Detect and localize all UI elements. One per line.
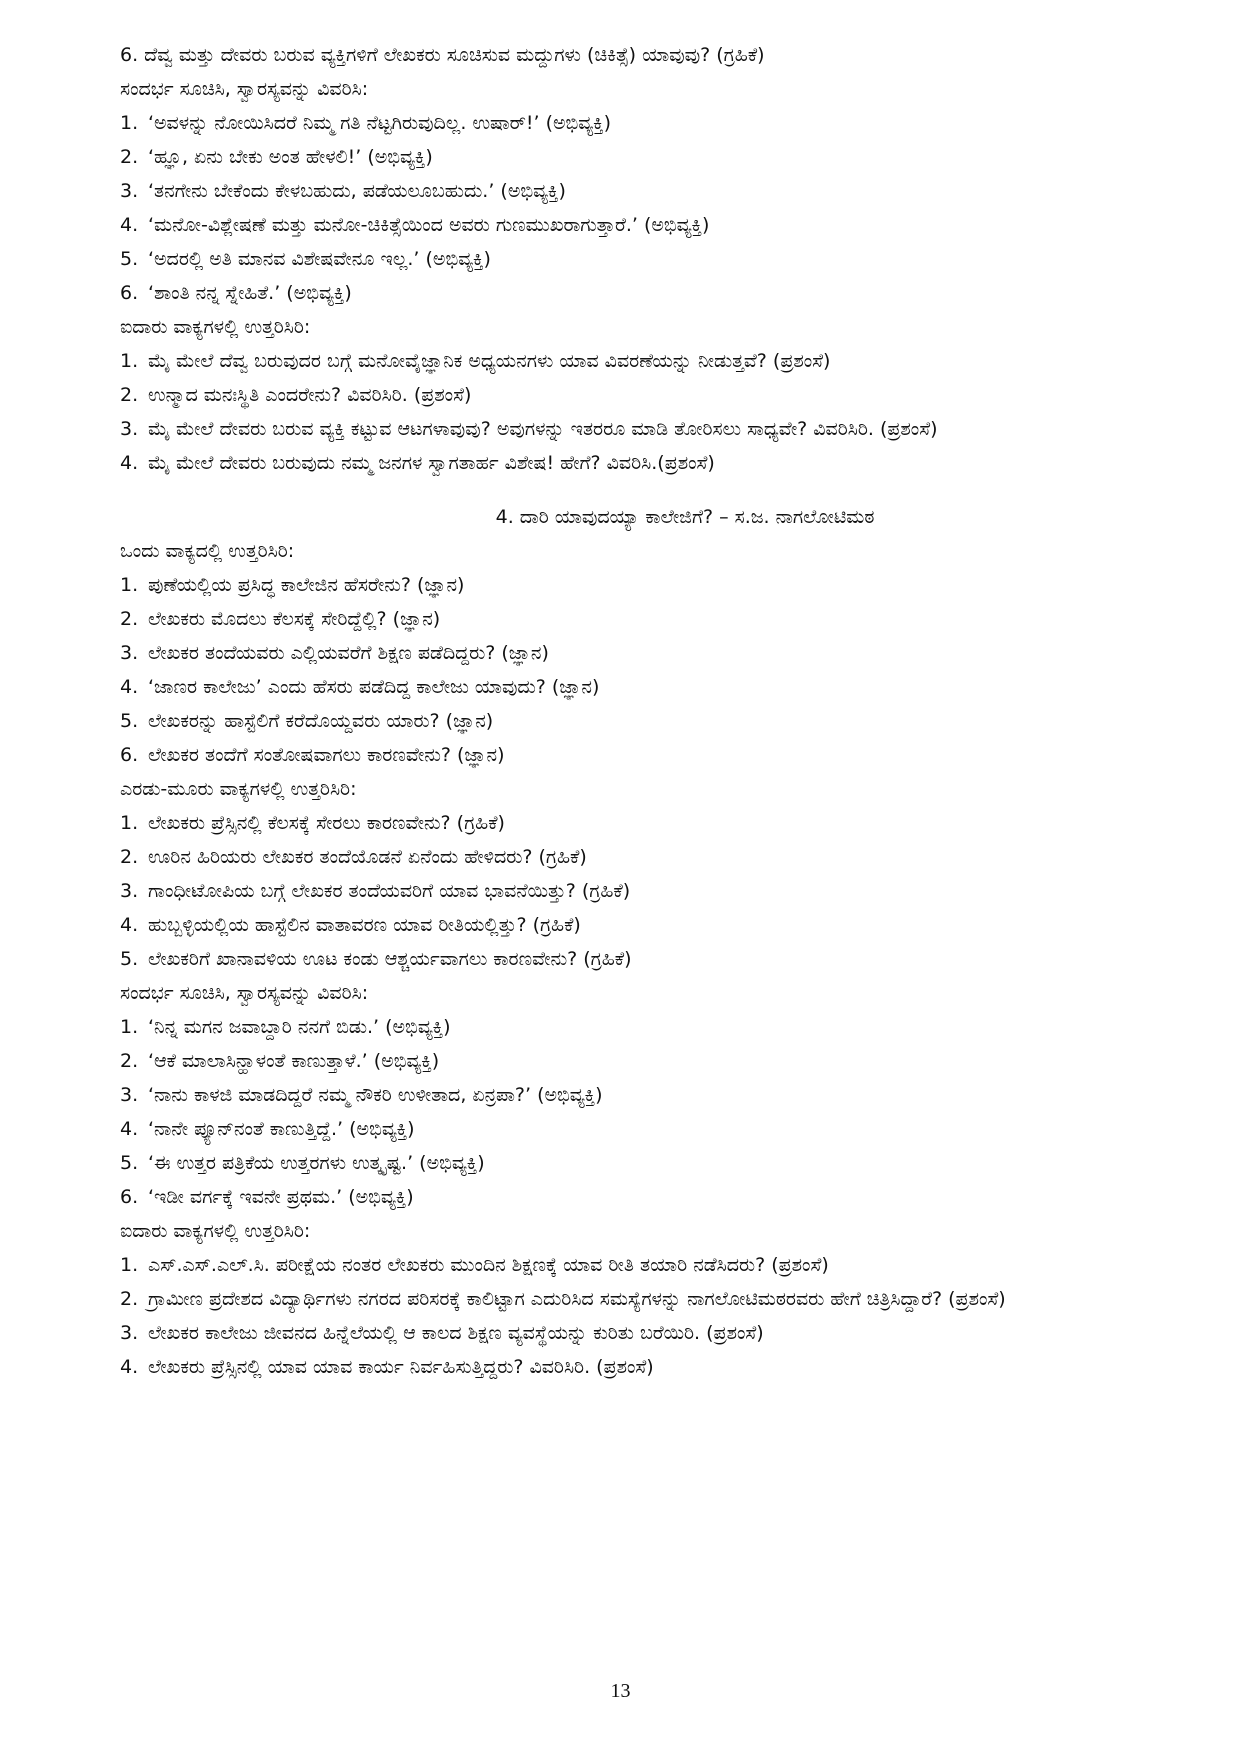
item-number: 1. [120,1254,139,1276]
list-item [120,1146,1130,1180]
top-question: 6. ದೆವ್ವ ಮತ್ತು ದೇವರು ಬರುವ ವ್ಯಕ್ತಿಗಳಿಗೆ ಲೇಖಕರು ಸೂಚಿಸುವ ಮದ್ದುಗಳು (ಚಿಕಿತ್ಸೆ) ಯಾವುವು? (ಗ್ರಹಿಕೆ) [120,44,765,66]
list-item [120,276,1130,310]
item-number: 4. [120,914,139,936]
item-text: ಲೇಖಕರ ತಂದೆಯವರು ಎಲ್ಲಿಯವರೆಗೆ ಶಿಕ್ಷಣ ಪಡೆದಿದ್ದರು? (ಜ್ಞಾನ) [148,642,549,664]
list-item [120,568,1130,602]
list-item [120,636,1130,670]
block-heading: ಐದಾರು ವಾಕ್ಯಗಳಲ್ಲಿ ಉತ್ತರಿಸಿರಿ: [120,1220,311,1242]
list-item [120,1316,1130,1350]
item-number: 5. [120,948,139,970]
list-item [120,1180,1130,1214]
item-number: 6. [120,282,139,304]
block-context-2 [120,976,1130,1214]
list-item [120,1112,1130,1146]
list-item [120,1078,1130,1112]
item-text: ‘ಅದರಲ್ಲಿ ಅತಿ ಮಾನವ ವಿಶೇಷವೇನೂ ಇಲ್ಲ.’ (ಅಭಿವ್ಯಕ್ತಿ) [148,248,491,270]
item-number: 1. [120,112,139,134]
item-text: ಲೇಖಕರು ಪ್ರೆಸ್ಸಿನಲ್ಲಿ ಯಾವ ಯಾವ ಕಾರ್ಯ ನಿರ್ವಹಿಸುತ್ತಿದ್ದರು? ವಿವರಿಸಿರಿ. (ಪ್ರಶಂಸೆ) [148,1356,654,1378]
list-item [120,1044,1130,1078]
item-text: ‘ಮನೋ-ವಿಶ್ಲೇಷಣೆ ಮತ್ತು ಮನೋ-ಚಿಕಿತ್ಸೆಯಿಂದ ಅವರು ಗುಣಮುಖರಾಗುತ್ತಾರೆ.’ (ಅಭಿವ್ಯಕ್ತಿ) [148,214,710,236]
list-item [120,106,1130,140]
item-text: ‘ಇಡೀ ವರ್ಗಕ್ಕೆ ಇವನೇ ಪ್ರಥಮ.’ (ಅಭಿವ್ಯಕ್ತಿ) [148,1186,414,1208]
item-text: ಲೇಖಕರಿಗೆ ಖಾನಾವಳಿಯ ಊಟ ಕಂಡು ಆಶ್ಚರ್ಯವಾಗಲು ಕಾರಣವೇನು? (ಗ್ರಹಿಕೆ) [148,948,632,970]
list-item [120,1248,1130,1282]
block-heading: ಒಂದು ವಾಕ್ಯದಲ್ಲಿ ಉತ್ತರಿಸಿರಿ: [120,540,295,562]
page-number: 13 [610,1680,631,1702]
item-number: 1. [120,350,139,372]
item-number: 4. [120,676,139,698]
section-title: 4. ದಾರಿ ಯಾವುದಯ್ಯಾ ಕಾಲೇಜಿಗೆ? – ಸ.ಜ. ನಾಗಲೋಟಿಮಠ [495,506,875,528]
item-text: ಊರಿನ ಹಿರಿಯರು ಲೇಖಕರ ತಂದೆಯೊಡನೆ ಏನೆಂದು ಹೇಳಿದರು? (ಗ್ರಹಿಕೆ) [148,846,587,868]
item-number: 2. [120,384,139,406]
block-one-sentence [120,534,1130,772]
item-text: ‘ಆಕೆ ಮಾಲಾಸಿನ್ಹಾಳಂತೆ ಕಾಣುತ್ತಾಳೆ.’ (ಅಭಿವ್ಯಕ್ತಿ) [148,1050,440,1072]
item-text: ‘ನಾನು ಕಾಳಜಿ ಮಾಡದಿದ್ದರೆ ನಮ್ಮ ನೌಕರಿ ಉಳೀತಾದ, ಏನ್ರಪಾ?’ (ಅಭಿವ್ಯಕ್ತಿ) [148,1084,603,1106]
list-item [120,1350,1130,1384]
item-text: ಎಸ್.ಎಸ್.ಎಲ್.ಸಿ. ಪರೀಕ್ಷೆಯ ನಂತರ ಲೇಖಕರು ಮುಂದಿನ ಶಿಕ್ಷಣಕ್ಕೆ ಯಾವ ರೀತಿ ತಯಾರಿ ನಡೆಸಿದರು? (ಪ್ರಶಂಸೆ) [148,1254,829,1276]
item-number: 4. [120,214,139,236]
item-number: 1. [120,574,139,596]
item-number: 3. [120,1322,139,1344]
item-number: 3. [120,180,139,202]
item-number: 3. [120,880,139,902]
item-number: 4. [120,1356,139,1378]
item-number: 2. [120,1288,139,1310]
item-number: 2. [120,608,139,630]
block-context-1 [120,72,1130,310]
block-heading: ಐದಾರು ವಾಕ್ಯಗಳಲ್ಲಿ ಉತ್ತರಿಸಿರಿ: [120,316,311,338]
item-text: ‘ತನಗೇನು ಬೇಕೆಂದು ಕೇಳಬಹುದು, ಪಡೆಯಲೂಬಹುದು.’ (ಅಭಿವ್ಯಕ್ತಿ) [148,180,566,202]
list-item [120,378,1130,412]
item-number: 5. [120,248,139,270]
list-item [120,174,1130,208]
list-item [120,704,1130,738]
item-number: 3. [120,1084,139,1106]
item-number: 6. [120,744,139,766]
block-heading: ಎರಡು-ಮೂರು ವಾಕ್ಯಗಳಲ್ಲಿ ಉತ್ತರಿಸಿರಿ: [120,778,357,800]
list-item [120,208,1130,242]
item-number: 2. [120,146,139,168]
item-number: 6. [120,1186,139,1208]
block-heading: ಸಂದರ್ಭ ಸೂಚಿಸಿ, ಸ್ವಾರಸ್ಯವನ್ನು ವಿವರಿಸಿ: [120,982,369,1004]
list-item [120,344,1130,378]
document-page [120,38,1130,1384]
list-item [120,602,1130,636]
item-text: ‘ಹ್ಞೂ, ಏನು ಬೇಕು ಅಂತ ಹೇಳಲಿ!’ (ಅಭಿವ್ಯಕ್ತಿ) [148,146,433,168]
item-text: ಮೈ ಮೇಲೆ ದೇವರು ಬರುವ ವ್ಯಕ್ತಿ ಕಟ್ಟುವ ಆಟಗಳಾವುವು? ಅವುಗಳನ್ನು ಇತರರೂ ಮಾಡಿ ತೋರಿಸಲು ಸಾಧ್ಯವೇ? ವಿವರಿಸಿರಿ. (ಪ್ರಶಂಸೆ) [148,418,938,440]
list-item [120,874,1130,908]
list-item [120,446,1130,480]
item-number: 5. [120,1152,139,1174]
item-text: ‘ಶಾಂತಿ ನನ್ನ ಸ್ನೇಹಿತೆ.’ (ಅಭಿವ್ಯಕ್ತಿ) [148,282,352,304]
list-item [120,140,1130,174]
item-text: ಗ್ರಾಮೀಣ ಪ್ರದೇಶದ ವಿದ್ಯಾರ್ಥಿಗಳು ನಗರದ ಪರಿಸರಕ್ಕೆ ಕಾಲಿಟ್ಟಾಗ ಎದುರಿಸಿದ ಸಮಸ್ಯೆಗಳನ್ನು ನಾಗಲೋಟಿಮಠರವರು ಹೇಗೆ ಚಿತ್ರಿಸಿದ್ದಾರೆ? (ಪ್ರಶಂಸೆ) [148,1288,1006,1310]
list-item [120,840,1130,874]
item-text: ಲೇಖಕರ ತಂದೆಗೆ ಸಂತೋಷವಾಗಲು ಕಾರಣವೇನು? (ಜ್ಞಾನ) [148,744,505,766]
item-text: ‘ಜಾಣರ ಕಾಲೇಜು’ ಎಂದು ಹೆಸರು ಪಡೆದಿದ್ದ ಕಾಲೇಜು ಯಾವುದು? (ಜ್ಞಾನ) [148,676,600,698]
item-text: ಗಾಂಧೀಟೋಪಿಯ ಬಗ್ಗೆ ಲೇಖಕರ ತಂದೆಯವರಿಗೆ ಯಾವ ಭಾವನೆಯಿತ್ತು? (ಗ್ರಹಿಕೆ) [148,880,631,902]
list-item [120,1010,1130,1044]
list-item [120,670,1130,704]
item-number: 2. [120,1050,139,1072]
list-item [120,412,1130,446]
item-text: ಪುಣೆಯಲ್ಲಿಯ ಪ್ರಸಿದ್ಧ ಕಾಲೇಜಿನ ಹೆಸರೇನು? (ಜ್ಞಾನ) [148,574,465,596]
item-number: 3. [120,418,139,440]
list-item [120,942,1130,976]
item-text: ಲೇಖಕರು ಮೊದಲು ಕೆಲಸಕ್ಕೆ ಸೇರಿದ್ದೆಲ್ಲಿ? (ಜ್ಞಾನ) [148,608,441,630]
block-long-answer-1 [120,310,1130,480]
item-number: 2. [120,846,139,868]
item-text: ಮೈ ಮೇಲೆ ದೆವ್ವ ಬರುವುದರ ಬಗ್ಗೆ ಮನೋವೈಜ್ಞಾನಿಕ ಅಧ್ಯಯನಗಳು ಯಾವ ವಿವರಣೆಯನ್ನು ನೀಡುತ್ತವೆ? (ಪ್ರಶಂಸೆ) [148,350,831,372]
list-item [120,1282,1130,1316]
item-number: 1. [120,812,139,834]
list-item [120,242,1130,276]
item-text: ‘ನಾನೇ ಪ್ಯೂನ್‌ನಂತೆ ಕಾಣುತ್ತಿದ್ದೆ.’ (ಅಭಿವ್ಯಕ್ತಿ) [148,1118,415,1140]
list-item [120,806,1130,840]
list-item [120,738,1130,772]
item-text: ಹುಬ್ಬಳ್ಳಿಯಲ್ಲಿಯ ಹಾಸ್ಟೆಲಿನ ವಾತಾವರಣ ಯಾವ ರೀತಿಯಲ್ಲಿತ್ತು? (ಗ್ರಹಿಕೆ) [148,914,581,936]
block-heading: ಸಂದರ್ಭ ಸೂಚಿಸಿ, ಸ್ವಾರಸ್ಯವನ್ನು ವಿವರಿಸಿ: [120,78,369,100]
block-two-three-sentences [120,772,1130,976]
item-text: ಮೈ ಮೇಲೆ ದೇವರು ಬರುವುದು ನಮ್ಮ ಜನಗಳ ಸ್ವಾಗತಾರ್ಹ ವಿಶೇಷ! ಹೇಗೆ? ವಿವರಿಸಿ.(ಪ್ರಶಂಸೆ) [148,452,715,474]
block-long-answer-2 [120,1214,1130,1384]
item-text: ಲೇಖಕರನ್ನು ಹಾಸ್ಟೆಲಿಗೆ ಕರೆದೊಯ್ದವರು ಯಾರು? (ಜ್ಞಾನ) [148,710,494,732]
item-number: 3. [120,642,139,664]
item-text: ಲೇಖಕರ ಕಾಲೇಜು ಜೀವನದ ಹಿನ್ನೆಲೆಯಲ್ಲಿ ಆ ಕಾಲದ ಶಿಕ್ಷಣ ವ್ಯವಸ್ಥೆಯನ್ನು ಕುರಿತು ಬರೆಯಿರಿ. (ಪ್ರಶಂಸೆ) [148,1322,764,1344]
item-number: 4. [120,452,139,474]
item-number: 4. [120,1118,139,1140]
item-number: 1. [120,1016,139,1038]
list-item [120,908,1130,942]
item-text: ‘ಅವಳನ್ನು ನೋಯಿಸಿದರೆ ನಿಮ್ಮ ಗತಿ ನೆಟ್ಟಗಿರುವುದಿಲ್ಲ. ಉಷಾರ್!’ (ಅಭಿವ್ಯಕ್ತಿ) [148,112,612,134]
item-text: ‘ನಿನ್ನ ಮಗನ ಜವಾಬ್ದಾರಿ ನನಗೆ ಬಿಡು.’ (ಅಭಿವ್ಯಕ್ತಿ) [148,1016,451,1038]
item-text: ಲೇಖಕರು ಪ್ರೆಸ್ಸಿನಲ್ಲಿ ಕೆಲಸಕ್ಕೆ ಸೇರಲು ಕಾರಣವೇನು? (ಗ್ರಹಿಕೆ) [148,812,505,834]
item-number: 5. [120,710,139,732]
item-text: ‘ಈ ಉತ್ತರ ಪತ್ರಿಕೆಯ ಉತ್ತರಗಳು ಉತ್ಕೃಷ್ಟ.’ (ಅಭಿವ್ಯಕ್ತಿ) [148,1152,485,1174]
item-text: ಉನ್ಮಾದ ಮನಃಸ್ಥಿತಿ ಎಂದರೇನು? ವಿವರಿಸಿರಿ. (ಪ್ರಶಂಸೆ) [148,384,472,406]
